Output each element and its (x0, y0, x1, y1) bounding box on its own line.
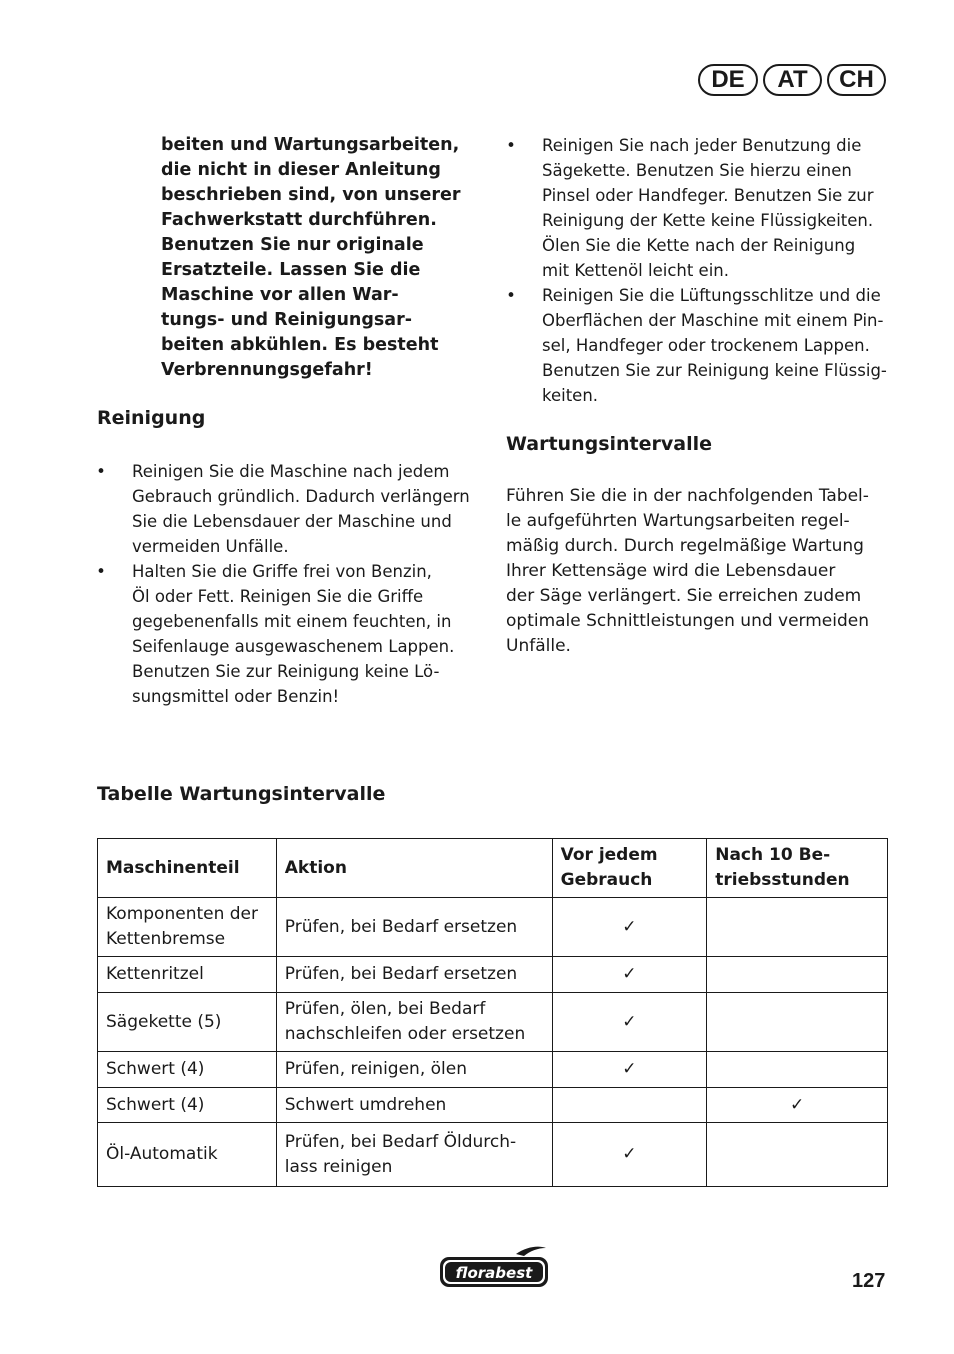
cell-before-each-use (552, 1088, 707, 1123)
cell-part (98, 993, 277, 1052)
cell-line: Kettenritzel (106, 964, 204, 984)
cell-part (98, 1123, 277, 1187)
bullet-dot: • (506, 136, 516, 155)
warning-line: Maschine vor allen War- (161, 285, 399, 305)
warning-line: tungs- und Reinigungsar- (161, 310, 413, 330)
paragraph-line: Ihrer Kettensäge wird die Lebensdauer (506, 561, 836, 581)
check-mark-icon: ✓ (622, 916, 637, 937)
cell-before-each-use (552, 993, 707, 1052)
column-header-line: Maschinenteil (106, 857, 240, 878)
column-header (552, 839, 707, 898)
cell-line: Prüfen, bei Bedarf ersetzen (284, 916, 518, 937)
table-row (98, 993, 888, 1052)
bullet-dot: • (96, 562, 106, 581)
cell-action (276, 993, 552, 1052)
cell-line: Kettenbremse (106, 929, 226, 949)
cell-line: Prüfen, reinigen, ölen (284, 1059, 467, 1079)
paragraph-line: le aufgeführten Wartungsarbeiten regel- (506, 511, 850, 531)
bullet-dot: • (96, 462, 106, 481)
cell-action (276, 1088, 552, 1123)
cell-action (276, 1052, 552, 1088)
list-item-line: Seifenlauge ausgewaschenem Lappen. (132, 637, 455, 656)
column-header-line: Nach 10 Be- (715, 845, 831, 865)
warning-line: beschrieben sind, von unserer (161, 185, 461, 205)
warning-line: die nicht in dieser Anleitung (161, 160, 441, 180)
cell-line: nachschleifen oder ersetzen (284, 1024, 526, 1044)
cell-line: Sägekette (5) (106, 1011, 222, 1032)
cell-after-10-hours (707, 1123, 888, 1187)
column-header-line: Vor jedem (560, 845, 658, 865)
paragraph-line: Führen Sie die in der nachfolgenden Tabel- (506, 486, 869, 506)
paragraph-line: optimale Schnittleistungen und vermeiden (506, 611, 870, 631)
page-number: 127 (852, 1270, 886, 1292)
list-item-line: Pinsel oder Handfeger. Benutzen Sie zur (542, 186, 874, 205)
cell-part (98, 957, 277, 993)
cell-after-10-hours (707, 1088, 888, 1123)
check-mark-icon: ✓ (622, 964, 637, 984)
cell-after-10-hours (707, 1052, 888, 1088)
list-item-line: Ölen Sie die Kette nach der Reinigung (542, 236, 856, 255)
list-item-line: gegebenenfalls mit einem feuchten, in (132, 612, 452, 631)
cell-before-each-use (552, 1123, 707, 1187)
maintenance-table (97, 838, 888, 1187)
column-header (707, 839, 888, 898)
table-header-row (98, 839, 888, 898)
paragraph-line: der Säge verlängert. Sie erreichen zudem (506, 586, 862, 606)
list-item-line: sungsmittel oder Benzin! (132, 687, 340, 706)
paragraph-line: mäßig durch. Durch regelmäßige Wartung (506, 536, 864, 556)
maintenance-paragraph (506, 484, 869, 659)
cell-action (276, 1123, 552, 1187)
list-item-line: Halten Sie die Griffe frei von Benzin, (132, 562, 432, 581)
check-mark-icon: ✓ (622, 1144, 637, 1164)
cell-after-10-hours (707, 993, 888, 1052)
column-header-line: Gebrauch (560, 870, 653, 890)
column-header-line: Aktion (284, 857, 347, 878)
list-item-line: Oberflächen der Maschine mit einem Pin- (542, 311, 884, 330)
list-item-line: Reinigen Sie nach jeder Benutzung die (542, 136, 862, 155)
check-mark-icon: ✓ (789, 1094, 805, 1115)
cell-line: Schwert (4) (106, 1059, 205, 1079)
column-header (98, 839, 277, 898)
list-item-line: mit Kettenöl leicht ein. (542, 261, 729, 280)
list-item-line: keiten. (542, 386, 599, 405)
list-item-line: Gebrauch gründlich. Dadurch verlängern (132, 487, 470, 506)
cell-after-10-hours (707, 898, 888, 957)
safety-warning-text (161, 133, 481, 383)
table-row (98, 1123, 888, 1187)
list-item-line: Reinigen Sie die Lüftungsschlitze und die (542, 286, 881, 305)
list-item-line: Sie die Lebensdauer der Maschine und (132, 512, 452, 531)
cell-after-10-hours (707, 957, 888, 993)
brand-text: florabest (455, 1264, 533, 1282)
list-item-line: Sägekette. Benutzen Sie hierzu einen (542, 161, 852, 180)
warning-line: beiten abkühlen. Es besteht (161, 335, 439, 355)
table-row (98, 898, 888, 957)
florabest-logo (438, 1245, 550, 1290)
column-header (276, 839, 552, 898)
warning-line: Ersatzteile. Lassen Sie die (161, 260, 421, 280)
cell-part (98, 1088, 277, 1123)
cell-before-each-use (552, 957, 707, 993)
section-heading-wartungsintervalle: Wartungsintervalle (506, 433, 713, 455)
list-item (96, 559, 476, 709)
cell-line: Komponenten der (106, 904, 259, 924)
country-badge-ch: CH (827, 64, 886, 96)
list-item-line: Reinigung der Kette keine Flüssigkeiten. (542, 211, 874, 230)
cell-line: Öl-Automatik (106, 1144, 218, 1164)
cell-action (276, 898, 552, 957)
cell-line: Prüfen, bei Bedarf ersetzen (284, 964, 518, 984)
warning-line: Fachwerkstatt durchführen. (161, 210, 437, 230)
table-heading: Tabelle Wartungsintervalle (97, 783, 386, 805)
cleaning-bullet-list-continued (506, 133, 896, 408)
country-badge-at: AT (763, 64, 822, 96)
cell-line: Prüfen, bei Bedarf Öldurch- (284, 1131, 517, 1152)
list-item (506, 283, 896, 408)
cell-line: Schwert umdrehen (284, 1094, 447, 1115)
bullet-dot: • (506, 286, 516, 305)
column-header-line: triebsstunden (715, 870, 850, 890)
cell-before-each-use (552, 1052, 707, 1088)
list-item-line: Benutzen Sie zur Reinigung keine Lö- (132, 662, 440, 681)
table-row (98, 1052, 888, 1088)
list-item-line: vermeiden Unfälle. (132, 537, 289, 556)
cell-before-each-use (552, 898, 707, 957)
cell-line: Schwert (4) (106, 1094, 205, 1115)
list-item (506, 133, 896, 283)
paragraph-line: Unfälle. (506, 636, 571, 656)
table-row (98, 1088, 888, 1123)
warning-line: Benutzen Sie nur originale (161, 235, 424, 255)
list-item-line: sel, Handfeger oder trockenem Lappen. (542, 336, 870, 355)
check-mark-icon: ✓ (622, 1059, 637, 1079)
cell-line: Prüfen, ölen, bei Bedarf (284, 999, 486, 1019)
warning-line: beiten und Wartungsarbeiten, (161, 135, 460, 155)
cell-action (276, 957, 552, 993)
country-badges (698, 64, 886, 96)
cell-part (98, 898, 277, 957)
section-heading-reinigung: Reinigung (97, 407, 206, 429)
list-item-line: Reinigen Sie die Maschine nach jedem (132, 462, 450, 481)
country-badge-de: DE (698, 64, 758, 96)
list-item-line: Benutzen Sie zur Reinigung keine Flüssig- (542, 361, 887, 380)
cell-line: lass reinigen (284, 1156, 393, 1177)
warning-line: Verbrennungsgefahr! (161, 360, 373, 380)
cleaning-bullet-list (96, 459, 476, 709)
table-row (98, 957, 888, 993)
check-mark-icon: ✓ (622, 1011, 637, 1032)
list-item (96, 459, 476, 559)
cell-part (98, 1052, 277, 1088)
list-item-line: Öl oder Fett. Reinigen Sie die Griffe (132, 587, 424, 606)
